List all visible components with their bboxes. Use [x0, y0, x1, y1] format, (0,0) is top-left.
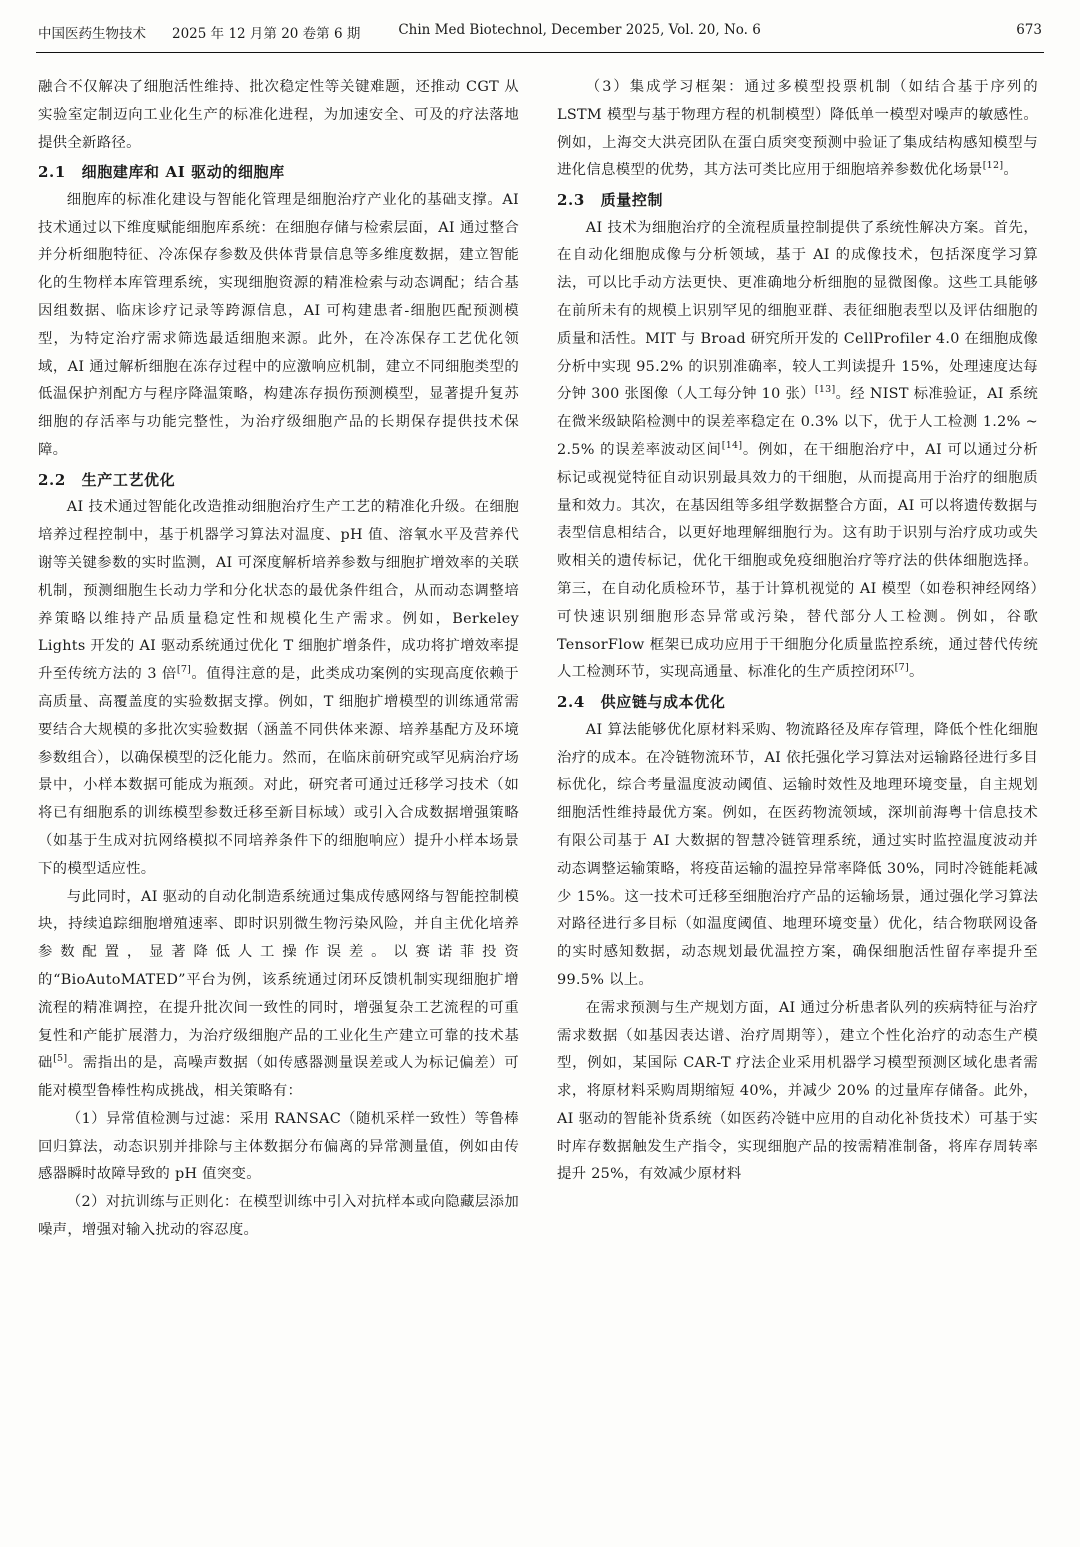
- header-divider: [36, 52, 1044, 53]
- paragraph-2-4-b: 在需求预测与生产规划方面，AI 通过分析患者队列的疾病特征与治疗需求数据（如基因表达谱、治疗周期等），建立个性化治疗的动态生产模型，例如，某国际 CAR-T 疗法企业采用机器学习模型预测区域化患者需求，将原材料采购周期缩短 40%，并减少 20% 的过量库存储备。此外，AI 驱动的智能补货系统（如医药冷链中应用的自动化补货技术）可基于实时库存数据触发生产指令，实现细胞产品的按需精准制备，将库存周转率提升 25%，有效减少原材料: [557, 999, 1038, 1183]
- paragraph-2-2-a: [38, 494, 519, 883]
- section-number: 2.3: [557, 191, 585, 210]
- section-heading-2-1: [38, 158, 519, 187]
- paragraph-text: 。例如，在干细胞治疗中，AI 可以通过分析标记或视觉特征自动识别最具效力的干细胞，从而提高用于治疗的细胞质量和效力。其次，在基因组等多组学数据整合方面，AI 可以将遗传数据与表型信息相结合，以更好地理解细胞行为。这有助于识别与治疗成功或失败相关的遗传标记，优化干细胞或免疫细胞治疗等疗法的供体细胞选择。第三，在自动化质检环节，基于计算机视觉的 AI 模型（如卷积神经网络）可快速识别细胞形态异常或污染，替代部分人工检测。例如，谷歌 TensorFlow 框架已成功应用于干细胞分化质量监控系统，通过替代传统人工检测环节，实现高通量、标准化的生产质控闭环: [557, 442, 1038, 681]
- paragraph-text: AI 技术为细胞治疗的全流程质量控制提供了系统性解决方案。首先，在自动化细胞成像与分析领域，基于 AI 的成像技术，包括深度学习算法，可以比手动方法更快、更准确地分析细胞的显微图像。这些工具能够在前所未有的规模上识别罕见的细胞亚群、表征细胞表型以及评估细胞的质量和活性。MIT 与 Broad 研究所开发的 CellProfiler 4.0 在细胞成像分析中实现 95.2% 的识别准确率，较人工判读提升 15%，处理速度达每分钟 300 张图像（人工每分钟 10 张）: [557, 219, 1038, 403]
- section-title: 质量控制: [600, 191, 664, 210]
- paragraph-text: 。需指出的是，高噪声数据（如传感器测量误差或人为标记偏差）可能对模型鲁棒性构成挑战，相关策略有：: [38, 1055, 519, 1100]
- running-head-journal-cn: 中国医药生物技术: [38, 26, 146, 42]
- two-column-body: [38, 74, 1042, 1533]
- running-head-journal-en: Chin Med Biotechnol, December 2025, Vol. 20, No. 6: [398, 22, 761, 38]
- paragraph-2-2-b: [38, 884, 519, 1106]
- paragraph-text: 。经 NIST 标准验证，AI 系统在微米级缺陷检测中的误差率稳定在 0.3% 以下，优于人工检测 1.2% ~ 2.5% 的误差率波动区间: [557, 386, 1039, 459]
- paragraph-continuation: 融合不仅解决了细胞活性维持、批次稳定性等关键难题，还推动 CGT 从实验室定制迈向工业化生产的标准化进程，为加速安全、可及的疗法落地提供全新路径。: [38, 79, 519, 151]
- list-item: （2）对抗训练与正则化：在模型训练中引入对抗样本或向隐藏层添加噪声，增强对输入扰动的容忍度。: [38, 1194, 519, 1239]
- section-number: 2.4: [557, 693, 585, 712]
- paragraph-text: 与此同时，AI 驱动的自动化制造系统通过集成传感网络与智能控制模块，持续追踪细胞增殖速率、即时识别微生物污染风险，并自主优化培养参数配置，显著降低人工操作误差。以赛诺菲投资的“BioAutoMATED”平台为例，该系统通过闭环反馈机制实现细胞扩增流程的精准调控，在提升批次间一致性的同时，增强复杂工艺流程的可重复性和产能扩展潜力，为治疗级细胞产品的工业化生产建立可靠的技术基础: [38, 888, 519, 1072]
- running-head-issue: 2025 年 12 月第 20 卷第 6 期: [172, 26, 361, 42]
- paragraph-text: AI 技术通过智能化改造推动细胞治疗生产工艺的精准化升级。在细胞培养过程控制中，基于机器学习算法对温度、pH 值、溶氧水平及营养代谢等关键参数的实时监测，AI 可深度解析培养参数与细胞扩增效率的关联机制，预测细胞生长动力学和分化状态的最优条件组合，从而动态调整培养策略以维持产品质量稳定性和规模化生产需求。例如，Berkeley Lights 开发的 AI 驱动系统通过优化 T 细胞扩增条件，成功将扩增效率提升至传统方法的 3 倍: [38, 499, 519, 683]
- citation-ref: [7]: [894, 662, 909, 674]
- column-left: [38, 74, 519, 1533]
- list-item: [557, 74, 1038, 185]
- section-title: 供应链与成本优化: [600, 693, 726, 712]
- column-right: [557, 74, 1038, 1533]
- list-item: （1）异常值检测与过滤：采用 RANSAC（随机采样一致性）等鲁棒回归算法，动态识别并排除与主体数据分布偏离的异常测量值，例如由传感器瞬时故障导致的 pH 值突变。: [38, 1110, 519, 1183]
- paragraph-2-3: [557, 215, 1038, 688]
- paragraph-text: （3）集成学习框架：通过多模型投票机制（如结合基于序列的 LSTM 模型与基于物理方程的机制模型）降低单一模型对噪声的敏感性。例如，上海交大洪亮团队在蛋白质突变预测中验证了集成结构感知模型与进化信息模型的优势，其方法可类比应用于细胞培养参数优化场景: [557, 79, 1038, 179]
- paragraph-text: 。: [908, 664, 924, 681]
- paragraph-text: 。值得注意的是，此类成功案例的实现高度依赖于高质量、高覆盖度的实验数据支撑。例如，T 细胞扩增模型的训练通常需要结合大规模的多批次实验数据（涵盖不同供体来源、培养基配方及环境参数组合），以确保模型的泛化能力。然而，在临床前研究或罕见病治疗场景中，小样本数据可能成为瓶颈。对此，研究者可通过迁移学习技术（如将已有细胞系的训练模型参数迁移至新目标域）或引入合成数据增强策略（如基于生成对抗网络模拟不同培养条件下的细胞响应）提升小样本场景下的模型适应性。: [38, 666, 519, 877]
- section-heading-2-4: [557, 688, 1038, 717]
- section-title: 细胞建库和 AI 驱动的细胞库: [81, 163, 285, 182]
- citation-ref: [7]: [176, 664, 192, 676]
- citation-ref: [5]: [53, 1053, 68, 1065]
- section-heading-2-3: [557, 186, 1038, 215]
- paragraph-2-1: 细胞库的标准化建设与智能化管理是细胞治疗产业化的基础支撑。AI 技术通过以下维度赋能细胞库系统：在细胞存储与检索层面，AI 通过整合并分析细胞特征、冷冻保存参数及供体背景信息等多维度数据，建立智能化的生物样本库管理系统，实现细胞资源的精准检索与动态调配；结合基因组数据、临床诊疗记录等跨源信息，AI 可构建患者-细胞匹配预测模型，为特定治疗需求筛选最适细胞来源。此外，在冷冻保存工艺优化领域，AI 通过解析细胞在冻存过程中的应激响应机制，建立不同细胞类型的低温保护剂配方与程序降温策略，构建冻存损伤预测模型，显著提升复苏细胞的存活率与功能完整性，为治疗级细胞产品的长期保存提供技术保障。: [38, 191, 519, 459]
- citation-ref: [12]: [982, 160, 1004, 172]
- section-heading-2-2: [38, 466, 519, 495]
- page-number: 673: [1016, 22, 1042, 38]
- citation-ref: [14]: [721, 440, 743, 452]
- section-title: 生产工艺优化: [81, 470, 176, 489]
- paragraph-2-4-a: AI 算法能够优化原材料采购、物流路径及库存管理，降低个性化细胞治疗的成本。在冷链物流环节，AI 依托强化学习算法对运输路径进行多目标优化，综合考量温度波动阈值、运输时效性及地理环境变量，自主规划细胞活性维持最优方案。例如，在医药物流领域，深圳前海粤十信息技术有限公司基于 AI 大数据的智慧冷链管理系统，通过实时监控温度波动并动态调整运输策略，将疫苗运输的温控异常率降低 30%，同时冷链能耗减少 15%。这一技术可迁移至细胞治疗产品的运输场景，通过强化学习算法对路径进行多目标（如温度阈值、地理环境变量）优化，结合物联网设备的实时感知数据，动态规划最优温控方案，确保细胞活性留存率提升至 99.5% 以上。: [557, 721, 1038, 988]
- paragraph-text: 。: [1003, 162, 1019, 179]
- citation-ref: [13]: [814, 384, 836, 396]
- section-number: 2.1: [38, 163, 66, 182]
- section-number: 2.2: [38, 470, 66, 489]
- running-head: [38, 22, 1042, 48]
